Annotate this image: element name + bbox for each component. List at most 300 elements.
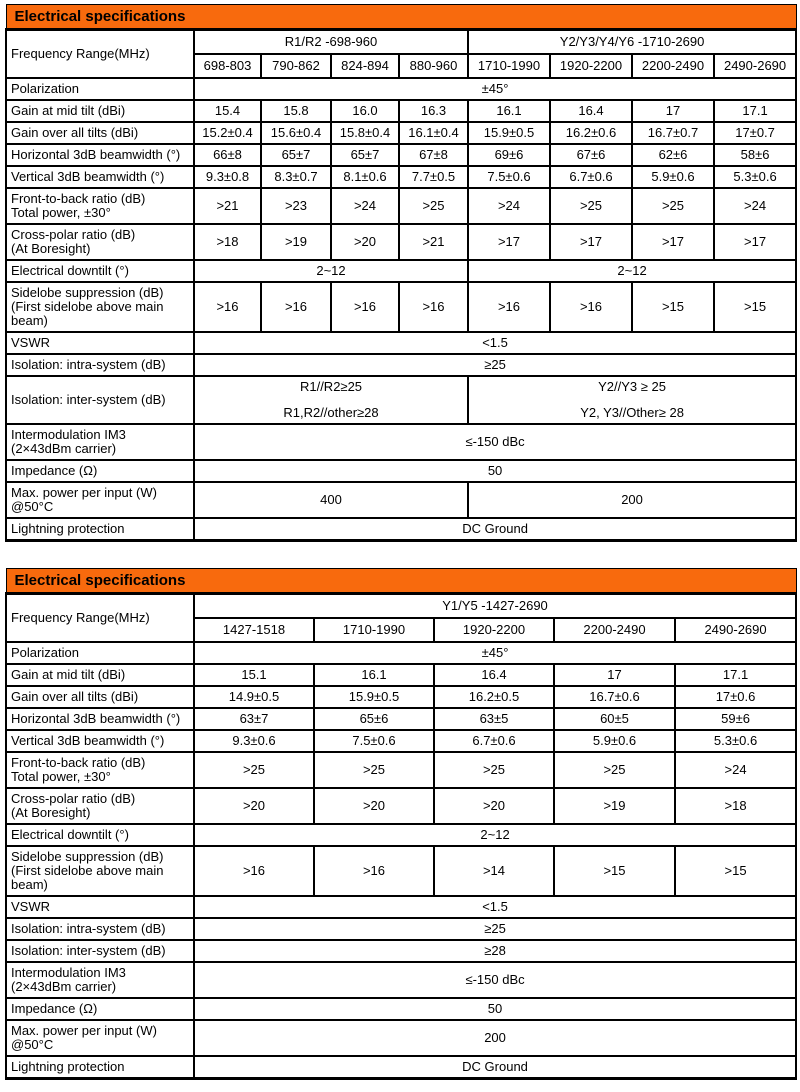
cell-text: @50°C <box>11 1037 54 1052</box>
cell-text: Total power, ±30° <box>11 205 111 220</box>
cell-text: 62±6 <box>658 147 688 162</box>
row-label <box>6 686 194 708</box>
freq-range-header <box>714 54 796 78</box>
cell-text: >20 <box>482 798 506 813</box>
value-cell <box>331 224 399 260</box>
row-label <box>6 260 194 282</box>
cell-text: <1.5 <box>482 335 508 350</box>
row-label <box>6 78 194 100</box>
cell-text: Electrical downtilt (°) <box>11 827 129 842</box>
table-row <box>6 730 796 752</box>
value-cell <box>194 752 314 788</box>
table-row <box>6 260 796 282</box>
value-cell <box>468 224 550 260</box>
cell-text: 7.5±0.6 <box>352 733 396 748</box>
value-cell <box>550 188 632 224</box>
table-row <box>6 424 796 460</box>
value-cell <box>550 100 632 122</box>
cell-text: Horizontal 3dB beamwidth (°) <box>11 711 181 726</box>
cell-text: Y2//Y3 ≥ 25 <box>598 379 666 394</box>
table-row <box>6 144 796 166</box>
value-cell <box>314 708 434 730</box>
freq-range-header <box>550 54 632 78</box>
row-label <box>6 144 194 166</box>
value-cell <box>468 188 550 224</box>
value-cell <box>194 424 796 460</box>
value-cell <box>314 788 434 824</box>
value-cell <box>632 224 714 260</box>
cell-text: 69±6 <box>494 147 524 162</box>
row-label <box>6 846 194 896</box>
cell-text: 17 <box>607 667 622 682</box>
value-cell <box>468 166 550 188</box>
cell-text: >17 <box>744 234 767 249</box>
value-cell <box>554 752 675 788</box>
cell-text: 5.9±0.6 <box>592 733 637 748</box>
cell-text: 14.9±0.5 <box>228 689 280 704</box>
cell-text: >17 <box>661 234 685 249</box>
row-label <box>6 998 194 1020</box>
row-label <box>6 282 194 332</box>
value-cell <box>632 166 714 188</box>
row-label <box>6 752 194 788</box>
value-cell <box>554 730 675 752</box>
value-cell <box>675 788 796 824</box>
value-cell <box>554 686 675 708</box>
row-label <box>6 594 194 643</box>
cell-text: Isolation: intra-system (dB) <box>11 357 166 372</box>
cell-text: >20 <box>242 798 266 813</box>
row-label <box>6 962 194 998</box>
cell-text: VSWR <box>11 335 50 350</box>
cell-text: 6.7±0.6 <box>472 733 516 748</box>
cell-text: R1/R2 -698-960 <box>284 34 378 49</box>
cell-text: ≥25 <box>484 357 506 372</box>
value-cell <box>314 686 434 708</box>
cell-text: 7.5±0.6 <box>487 169 531 184</box>
table-row <box>6 100 796 122</box>
cell-text: Gain over all tilts (dBi) <box>11 689 139 704</box>
cell-text: Y1/Y5 -1427-2690 <box>442 598 548 613</box>
value-cell <box>675 730 796 752</box>
value-cell <box>261 224 331 260</box>
cell-text: 15.9±0.5 <box>483 125 535 140</box>
cell-text: >16 <box>362 863 386 878</box>
cell-text: 66±8 <box>213 147 242 162</box>
cell-text: 16.1±0.4 <box>408 125 459 140</box>
cell-text: Gain over all tilts (dBi) <box>11 125 139 140</box>
cell-text: 824-894 <box>341 58 389 73</box>
value-cell <box>434 686 554 708</box>
cell-text: (2×43dBm carrier) <box>11 441 117 456</box>
cell-text: 2490-2690 <box>723 58 787 73</box>
value-cell <box>468 376 796 424</box>
cell-text: >14 <box>482 863 506 878</box>
row-label <box>6 642 194 664</box>
cell-text: >15 <box>661 299 685 314</box>
cell-text: 8.3±0.7 <box>274 169 318 184</box>
value-cell <box>194 1056 796 1079</box>
value-cell <box>314 752 434 788</box>
freq-range-header <box>675 618 796 642</box>
value-cell <box>194 940 796 962</box>
value-cell <box>194 482 468 518</box>
value-cell <box>194 224 261 260</box>
value-cell <box>331 166 399 188</box>
table-row <box>6 1056 796 1079</box>
table-row <box>6 896 796 918</box>
cell-text: Cross-polar ratio (dB) <box>11 227 136 242</box>
cell-text: 9.3±0.8 <box>205 169 250 184</box>
value-cell <box>714 282 796 332</box>
value-cell <box>550 166 632 188</box>
cell-text: (At Boresight) <box>11 241 91 256</box>
value-cell <box>468 282 550 332</box>
cell-text: 60±5 <box>600 711 629 726</box>
cell-text: 15.9±0.5 <box>348 689 400 704</box>
value-cell <box>468 122 550 144</box>
value-cell <box>399 100 468 122</box>
cell-text: 17±0.7 <box>735 125 775 140</box>
cell-text: Lightning protection <box>11 521 125 536</box>
cell-text: Electrical downtilt (°) <box>11 263 129 278</box>
value-cell <box>675 846 796 896</box>
value-cell <box>194 376 468 424</box>
row-label <box>6 1020 194 1056</box>
row-label <box>6 896 194 918</box>
row-label <box>6 424 194 460</box>
value-cell <box>554 788 675 824</box>
table-row <box>6 518 796 541</box>
value-cell <box>399 224 468 260</box>
cell-text: 1920-2200 <box>559 58 623 73</box>
cell-text: ±45° <box>481 81 509 96</box>
value-cell <box>194 962 796 998</box>
freq-range-header <box>399 54 468 78</box>
value-cell <box>194 166 261 188</box>
cell-text: 2~12 <box>480 827 510 842</box>
row-label <box>6 1056 194 1079</box>
row-label <box>6 788 194 824</box>
freq-range-header <box>468 54 550 78</box>
row-label <box>6 166 194 188</box>
freq-group-header <box>468 30 796 55</box>
value-cell <box>194 100 261 122</box>
value-cell <box>261 100 331 122</box>
cell-text: R1//R2≥25 <box>299 379 363 394</box>
cell-text: >20 <box>353 234 377 249</box>
cell-text: 200 <box>484 1030 506 1045</box>
cell-text: @50°C <box>11 499 54 514</box>
cell-text: Cross-polar ratio (dB) <box>11 791 136 806</box>
value-cell <box>261 166 331 188</box>
cell-text: >24 <box>724 762 747 777</box>
row-label <box>6 100 194 122</box>
cell-text: 2~12 <box>316 263 346 278</box>
value-cell <box>675 686 796 708</box>
cell-text: 16.7±0.7 <box>647 125 699 140</box>
value-cell <box>314 730 434 752</box>
cell-text: 17±0.6 <box>715 689 756 704</box>
value-cell <box>675 708 796 730</box>
cell-text: >18 <box>724 798 747 813</box>
cell-text: 1710-1990 <box>342 622 406 637</box>
value-cell <box>632 282 714 332</box>
cell-text: 16.0 <box>352 103 378 118</box>
electrical-specs-table-1 <box>5 4 797 542</box>
cell-text: >21 <box>216 198 239 213</box>
cell-text: >17 <box>579 234 603 249</box>
value-cell <box>194 144 261 166</box>
cell-text: Polarization <box>11 81 79 96</box>
cell-text: 5.9±0.6 <box>651 169 695 184</box>
cell-text: 65±7 <box>350 147 380 162</box>
cell-text: >25 <box>579 198 603 213</box>
cell-text: 400 <box>320 492 342 507</box>
cell-text: 6.7±0.6 <box>569 169 613 184</box>
value-cell <box>550 282 632 332</box>
value-cell <box>261 282 331 332</box>
cell-text: 1920-2200 <box>462 622 526 637</box>
cell-text: ≥25 <box>484 921 506 936</box>
cell-text: 15.2±0.4 <box>202 125 253 140</box>
value-cell <box>194 260 468 282</box>
freq-group-header <box>194 30 468 55</box>
value-cell <box>261 188 331 224</box>
freq-range-header <box>261 54 331 78</box>
value-cell <box>194 788 314 824</box>
cell-text: 15.1 <box>241 667 267 682</box>
cell-text: >24 <box>497 198 521 213</box>
cell-text: Max. power per input (W) <box>11 1023 157 1038</box>
cell-text: Lightning protection <box>11 1059 125 1074</box>
cell-text: 59±6 <box>721 711 750 726</box>
value-cell <box>632 144 714 166</box>
cell-text: 16.3 <box>420 103 447 118</box>
table-row <box>6 708 796 730</box>
freq-range-header <box>194 54 261 78</box>
cell-text: >25 <box>603 762 626 777</box>
cell-text: Intermodulation IM3 <box>11 965 126 980</box>
cell-text: ≤-150 dBc <box>465 972 525 987</box>
value-cell <box>550 224 632 260</box>
table-row <box>6 30 796 55</box>
cell-text: 50 <box>487 1001 503 1016</box>
value-cell <box>468 260 796 282</box>
table-row <box>6 998 796 1020</box>
value-cell <box>194 1020 796 1056</box>
cell-text: Total power, ±30° <box>11 769 111 784</box>
row-label <box>6 224 194 260</box>
value-cell <box>554 708 675 730</box>
row-label <box>6 376 194 424</box>
value-cell <box>194 122 261 144</box>
value-cell <box>194 642 796 664</box>
cell-text: 790-862 <box>272 58 320 73</box>
cell-text: Impedance (Ω) <box>11 1001 98 1016</box>
cell-text: Vertical 3dB beamwidth (°) <box>11 733 165 748</box>
value-cell <box>194 664 314 686</box>
cell-text: >16 <box>353 299 377 314</box>
cell-text: 16.2±0.6 <box>565 125 617 140</box>
value-cell <box>331 282 399 332</box>
value-cell <box>434 730 554 752</box>
cell-text: >16 <box>242 863 266 878</box>
cell-text: (2×43dBm carrier) <box>11 979 117 994</box>
section-title: Electrical specifications <box>6 5 796 30</box>
cell-text: 16.4 <box>481 667 507 682</box>
value-cell <box>314 664 434 686</box>
cell-text: 15.4 <box>214 103 241 118</box>
freq-range-header <box>554 618 675 642</box>
table-row <box>6 664 796 686</box>
table-row <box>6 122 796 144</box>
cell-text: Isolation: inter-system (dB) <box>11 392 166 407</box>
cell-text: DC Ground <box>462 1059 528 1074</box>
value-cell <box>194 354 796 376</box>
cell-text: ≤-150 dBc <box>465 434 525 449</box>
value-cell <box>331 188 399 224</box>
table-row <box>6 282 796 332</box>
value-cell <box>550 122 632 144</box>
value-cell <box>675 752 796 788</box>
row-label <box>6 518 194 541</box>
cell-text: Horizontal 3dB beamwidth (°) <box>11 147 181 162</box>
value-cell <box>331 100 399 122</box>
cell-text: >25 <box>661 198 685 213</box>
value-cell <box>194 282 261 332</box>
cell-text: Y2/Y3/Y4/Y6 -1710-2690 <box>559 34 705 49</box>
cell-text: Frequency Range(MHz) <box>11 610 150 625</box>
cell-text: 65±6 <box>359 711 389 726</box>
value-cell <box>434 752 554 788</box>
value-cell <box>399 188 468 224</box>
value-cell <box>554 846 675 896</box>
cell-text: Intermodulation IM3 <box>11 427 126 442</box>
table-row <box>6 332 796 354</box>
value-cell <box>194 332 796 354</box>
value-cell <box>194 918 796 940</box>
cell-text: >18 <box>216 234 239 249</box>
cell-text: 2200-2490 <box>583 622 646 637</box>
cell-text: 880-960 <box>409 58 458 73</box>
value-cell <box>194 188 261 224</box>
cell-text: 16.1 <box>496 103 522 118</box>
cell-text: Y2, Y3//Other≥ 28 <box>580 405 684 420</box>
cell-text: 63±5 <box>479 711 509 726</box>
cell-text: 17 <box>665 103 681 118</box>
cell-text: VSWR <box>11 899 50 914</box>
cell-text: 5.3±0.6 <box>733 169 777 184</box>
value-cell <box>675 664 796 686</box>
table-row <box>6 642 796 664</box>
value-cell <box>434 788 554 824</box>
freq-range-header <box>194 618 314 642</box>
cell-text: ±45° <box>481 645 509 660</box>
cell-text: 16.2±0.5 <box>468 689 520 704</box>
value-cell <box>261 144 331 166</box>
freq-group-header <box>194 594 796 619</box>
value-cell <box>194 460 796 482</box>
row-label <box>6 332 194 354</box>
cell-text: 7.7±0.5 <box>411 169 456 184</box>
value-cell <box>714 122 796 144</box>
row-label <box>6 354 194 376</box>
cell-text: >19 <box>603 798 626 813</box>
cell-text: >15 <box>603 863 626 878</box>
cell-text: >15 <box>744 299 767 314</box>
cell-text: 16.4 <box>578 103 604 118</box>
cell-text: 17.1 <box>742 103 768 118</box>
cell-text: 15.8 <box>283 103 309 118</box>
value-cell <box>632 100 714 122</box>
cell-text: Vertical 3dB beamwidth (°) <box>11 169 165 184</box>
value-cell <box>714 100 796 122</box>
cell-text: Isolation: intra-system (dB) <box>11 921 166 936</box>
value-cell <box>434 708 554 730</box>
row-label <box>6 918 194 940</box>
cell-text: ≥28 <box>484 943 506 958</box>
cell-text: R1,R2//other≥28 <box>283 405 379 420</box>
value-cell <box>714 188 796 224</box>
row-label <box>6 482 194 518</box>
cell-text: >21 <box>422 234 445 249</box>
cell-text: >15 <box>724 863 747 878</box>
cell-text: >24 <box>353 198 377 213</box>
value-cell <box>399 282 468 332</box>
cell-text: >20 <box>362 798 386 813</box>
value-cell <box>194 78 796 100</box>
freq-range-header <box>314 618 434 642</box>
cell-text: Gain at mid tilt (dBi) <box>11 667 126 682</box>
value-cell <box>550 144 632 166</box>
cell-text: >17 <box>497 234 521 249</box>
table-row <box>6 460 796 482</box>
cell-text: 16.1 <box>361 667 387 682</box>
value-cell <box>331 144 399 166</box>
cell-text: (At Boresight) <box>11 805 91 820</box>
table-row <box>6 788 796 824</box>
cell-text: 17.1 <box>722 667 749 682</box>
table-row <box>6 962 796 998</box>
cell-text: >16 <box>216 299 239 314</box>
value-cell <box>399 144 468 166</box>
table-row <box>6 482 796 518</box>
value-cell <box>554 664 675 686</box>
value-cell <box>194 846 314 896</box>
table-row <box>6 594 796 619</box>
cell-text: Front-to-back ratio (dB) <box>11 755 146 770</box>
value-cell <box>194 518 796 541</box>
cell-text: DC Ground <box>462 521 528 536</box>
value-cell <box>194 824 796 846</box>
section-title: Electrical specifications <box>6 569 796 594</box>
cell-text: Isolation: inter-system (dB) <box>11 943 166 958</box>
cell-text: 1710-1990 <box>477 58 541 73</box>
row-label <box>6 122 194 144</box>
value-cell <box>714 224 796 260</box>
value-cell <box>468 482 796 518</box>
value-cell <box>194 686 314 708</box>
cell-text: >23 <box>284 198 308 213</box>
value-cell <box>399 166 468 188</box>
value-cell <box>714 144 796 166</box>
row-label <box>6 188 194 224</box>
table-row <box>6 224 796 260</box>
cell-text: >24 <box>744 198 767 213</box>
cell-text: >25 <box>482 762 506 777</box>
cell-text: 63±7 <box>239 711 269 726</box>
